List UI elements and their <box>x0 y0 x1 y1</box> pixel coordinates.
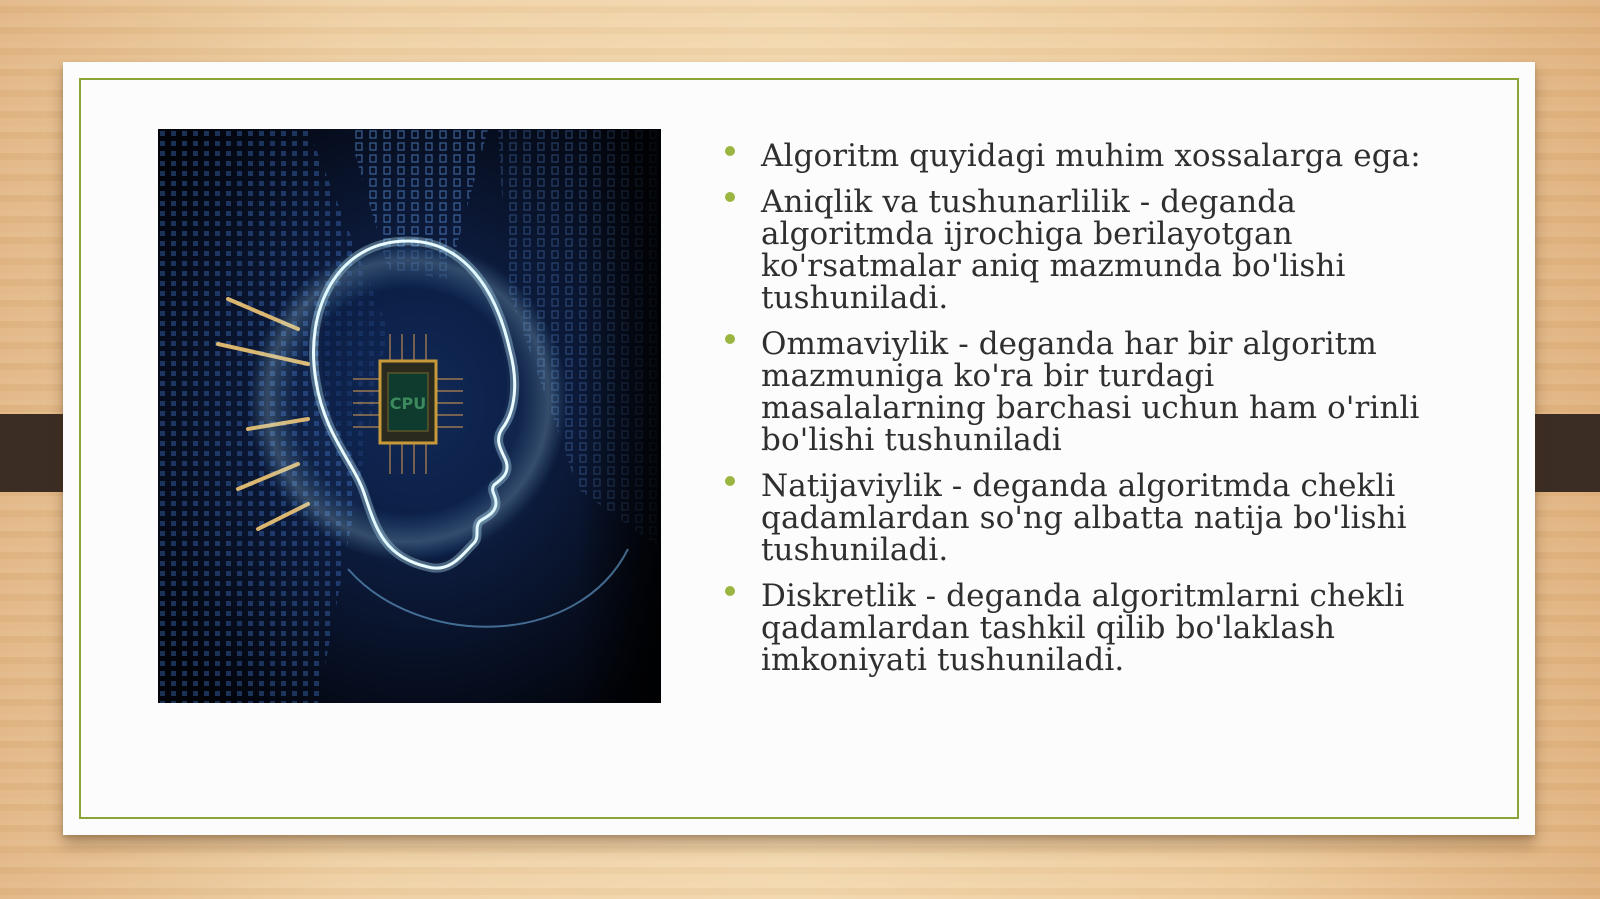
bullet-text: Aniqlik va tushunarlilik - deganda algoritmda ijrochiga berilayotgan ko'rsatmalar aniq mazmunda bo'lishi tushuniladi. <box>761 184 1346 316</box>
bullet-icon <box>725 334 735 344</box>
bullet-icon <box>725 146 735 156</box>
bullet-icon <box>725 192 735 202</box>
bullet-item <box>725 470 1425 566</box>
bullet-item <box>725 580 1425 676</box>
bullet-text: Diskretlik - deganda algoritmlarni chekli qadamlardan tashkil qilib bo'laklash imkoniyati tushuniladi. <box>761 578 1405 678</box>
bullet-list <box>725 140 1425 690</box>
bullet-icon <box>725 586 735 596</box>
bullet-icon <box>725 476 735 486</box>
bullet-item <box>725 328 1425 456</box>
bullet-text: Algoritm quyidagi muhim xossalarga ega: <box>761 138 1421 174</box>
bullet-text: Ommaviylik - deganda har bir algoritm mazmuniga ko'ra bir turdagi masalalarning barchasi uchun ham o'rinli bo'lishi tushuniladi <box>761 326 1420 458</box>
ai-head-image <box>158 129 661 703</box>
bullet-text: Natijaviylik - deganda algoritmda chekli qadamlardan so'ng albatta natija bo'lishi tushuniladi. <box>761 468 1407 568</box>
cpu-chip-label: CPU <box>389 394 427 413</box>
bullet-item <box>725 186 1425 314</box>
bullet-item <box>725 140 1425 172</box>
